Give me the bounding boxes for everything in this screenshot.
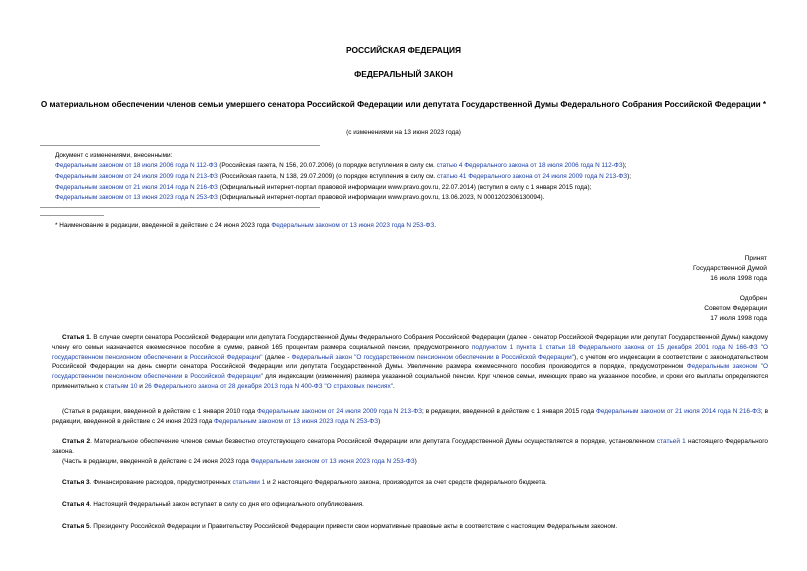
article-1-edition-note: (Статья в редакции, введенной в действие с 1 января 2010 года Федеральным законом от 24 июля 2009 года N 213-ФЗ; в редакции, введенной в действие с 1 января 2015 года Федеральным законом от 21 июля 2014 года N 216-ФЗ; в редакции, введенной в действие с 24 июня 2023 года Федеральным законом от 13 июня 2023 года N 253-ФЗ) xyxy=(52,408,769,425)
law-link[interactable]: Федеральным законом от 13 июня 2023 года N 253-ФЗ xyxy=(214,417,379,425)
article-5: Статья 5. Президенту Российской Федерации и Правительству Российской Федерации привести свои нормативные правовые акты в соответствие с настоящим Федеральным законом. xyxy=(62,523,618,530)
article-1: Статья 1. В случае смерти сенатора Российской Федерации или депутата Государственной Думы Федерального Собрания Российской Федерации (далее - сенатор Российской Федерации или депутат Государственной Думы) каждому члену его семьи назначается ежемесячное пособие в сумме, равной 165 процентам размера социальной пенсии, предусмотренного подпунктом 1 пункта 1 статьи 18 Федерального закона от 15 декабря 2001 года N 166-ФЗ "О государственном пенсионном обеспечении в Российской Федерации" (далее - Федеральный закон "О государственном пенсионном обеспечении в Российской Федерации"), с учетом его индексации в соответствии с законодательством Российской Федерации на день смерти сенатора Российской Федерации или депутата Государственной Думы. Увеличение размера ежемесячного пособия производится в порядке, предусмотренном Федеральным законом "О государственном пенсионном обеспечении в Российской Федерации" для индексации (изменения) размера указанной социальной пенсии. Круг членов семьи, имеющих право на указанное пособие, и сроки его выплаты определяются применительно к статьям 10 и 26 Федерального закона от 28 декабря 2013 года N 400-ФЗ "О страховых пенсиях". xyxy=(52,334,769,390)
amendment-item: Федеральным законом от 13 июня 2023 года N 253-ФЗ (Официальный интернет-портал правовой информации www.pravo.gov.ru, 13.06.2023, N 0001202306130094). xyxy=(55,194,545,201)
amendment-law-link[interactable]: Федеральным законом от 21 июля 2014 года N 216-ФЗ xyxy=(55,184,218,191)
approved-label: Одобрен xyxy=(739,295,767,302)
edition-note: (с изменениями на 13 июня 2023 года) xyxy=(346,129,461,136)
amendment-ref-link[interactable]: статью 4 Федерального закона от 18 июля 2006 года N 112-ФЗ xyxy=(436,162,623,169)
law-link[interactable]: Федеральный закон "О государственном пенсионном обеспечении в Российской Федерации" xyxy=(291,353,575,361)
law-link[interactable]: статьей 1 xyxy=(656,438,686,445)
document-title: О материальном обеспечении членов семьи умершего сенатора Российской Федерации или депутата Государственной Думы Федерального Собрания Российской Федерации * xyxy=(40,100,767,109)
amendment-item: Федеральным законом от 24 июля 2009 года N 213-ФЗ (Российская газета, N 138, 29.07.2009) (о порядке вступления в силу см. статью 41 Федерального закона от 24 июля 2009 года N 213-ФЗ); xyxy=(55,173,631,180)
amendments-intro: Документ с изменениями, внесенными: xyxy=(55,152,173,159)
article-label: Статья 2 xyxy=(62,438,91,445)
article-2-edition-note: (Часть в редакции, введенной в действие с 24 июня 2023 года Федеральным законом от 13 июня 2023 года N 253-ФЗ) xyxy=(62,458,417,465)
law-link[interactable]: 26 Федерального закона от 28 декабря 2013 года N 400-ФЗ "О страховых пенсиях" xyxy=(144,382,393,390)
amendment-law-link[interactable]: Федеральным законом от 18 июля 2006 года N 112-ФЗ xyxy=(55,162,218,169)
article-label: Статья 4 xyxy=(62,501,90,508)
amendments-bottom-rule xyxy=(40,207,320,208)
amendment-law-link[interactable]: Федеральным законом от 13 июня 2023 года N 253-ФЗ xyxy=(55,194,218,201)
footnote-law-link[interactable]: Федеральным законом от 13 июня 2023 года N 253-ФЗ xyxy=(271,222,435,229)
title-footnote: * Наименование в редакции, введенной в действие с 24 июня 2023 года Федеральным законом от 13 июня 2023 года N 253-ФЗ. xyxy=(55,222,436,229)
country-heading: РОССИЙСКАЯ ФЕДЕРАЦИЯ xyxy=(345,45,462,55)
law-link[interactable]: подпунктом 1 пункта 1 статьи 18 Федерального закона от 15 декабря 2001 года N 166-ФЗ "О государственном пенсионном обеспечении в Российской Федерации" xyxy=(52,343,768,361)
footnote-rule xyxy=(40,215,104,216)
amendment-item: Федеральным законом от 21 июля 2014 года N 216-ФЗ (Официальный интернет-портал правовой информации www.pravo.gov.ru, 22.07.2014) (вступил в силу с 1 января 2015 года); xyxy=(55,184,592,191)
accepted-label: Принят xyxy=(744,255,767,262)
accepted-by: Государственной Думой xyxy=(693,265,767,272)
amendment-item: Федеральным законом от 18 июля 2006 года N 112-ФЗ (Российская газета, N 156, 20.07.2006) (о порядке вступления в силу см. статью 4 Федерального закона от 18 июля 2006 года N 112-ФЗ); xyxy=(55,162,627,169)
doc-type-heading: ФЕДЕРАЛЬНЫЙ ЗАКОН xyxy=(354,69,453,79)
law-link[interactable]: Федеральным законом от 24 июля 2009 года N 213-ФЗ xyxy=(257,408,423,415)
article-4: Статья 4. Настоящий Федеральный закон вступает в силу со дня его официального опубликования. xyxy=(62,501,364,508)
law-link[interactable]: Федеральным законом "О государственном пенсионном обеспечении в Российской Федерации" xyxy=(52,363,768,381)
accepted-date: 16 июля 1998 года xyxy=(710,275,767,282)
approved-date: 17 июля 1998 года xyxy=(710,315,767,322)
law-link[interactable]: статьям 10 xyxy=(104,382,138,390)
article-label: Статья 1 xyxy=(62,334,90,341)
law-link[interactable]: Федеральным законом от 13 июня 2023 года N 253-ФЗ xyxy=(250,458,415,465)
amendments-top-rule xyxy=(40,145,320,146)
article-label: Статья 5 xyxy=(62,523,90,530)
amendment-law-link[interactable]: Федеральным законом от 24 июля 2009 года N 213-ФЗ xyxy=(55,173,218,180)
amendment-ref-link[interactable]: статью 41 Федерального закона от 24 июля 2009 года N 213-ФЗ xyxy=(437,173,628,180)
article-3: Статья 3. Финансирование расходов, предусмотренных статьями 1 и 2 настоящего Федерального закона, производится за счет средств федерального бюджета. xyxy=(62,479,547,486)
law-link[interactable]: Федеральным законом от 21 июля 2014 года N 216-ФЗ xyxy=(595,408,761,415)
approved-by: Советом Федерации xyxy=(704,305,767,312)
article-label: Статья 3 xyxy=(62,479,90,486)
law-link[interactable]: статьями 1 xyxy=(232,479,266,486)
article-2: Статья 2. Материальное обеспечение членов семьи безвестно отсутствующего сенатора Российской Федерации или депутата Государственной Думы осуществляется в порядке, установленном статьей 1 настоящего Федерального закона. xyxy=(52,438,769,455)
